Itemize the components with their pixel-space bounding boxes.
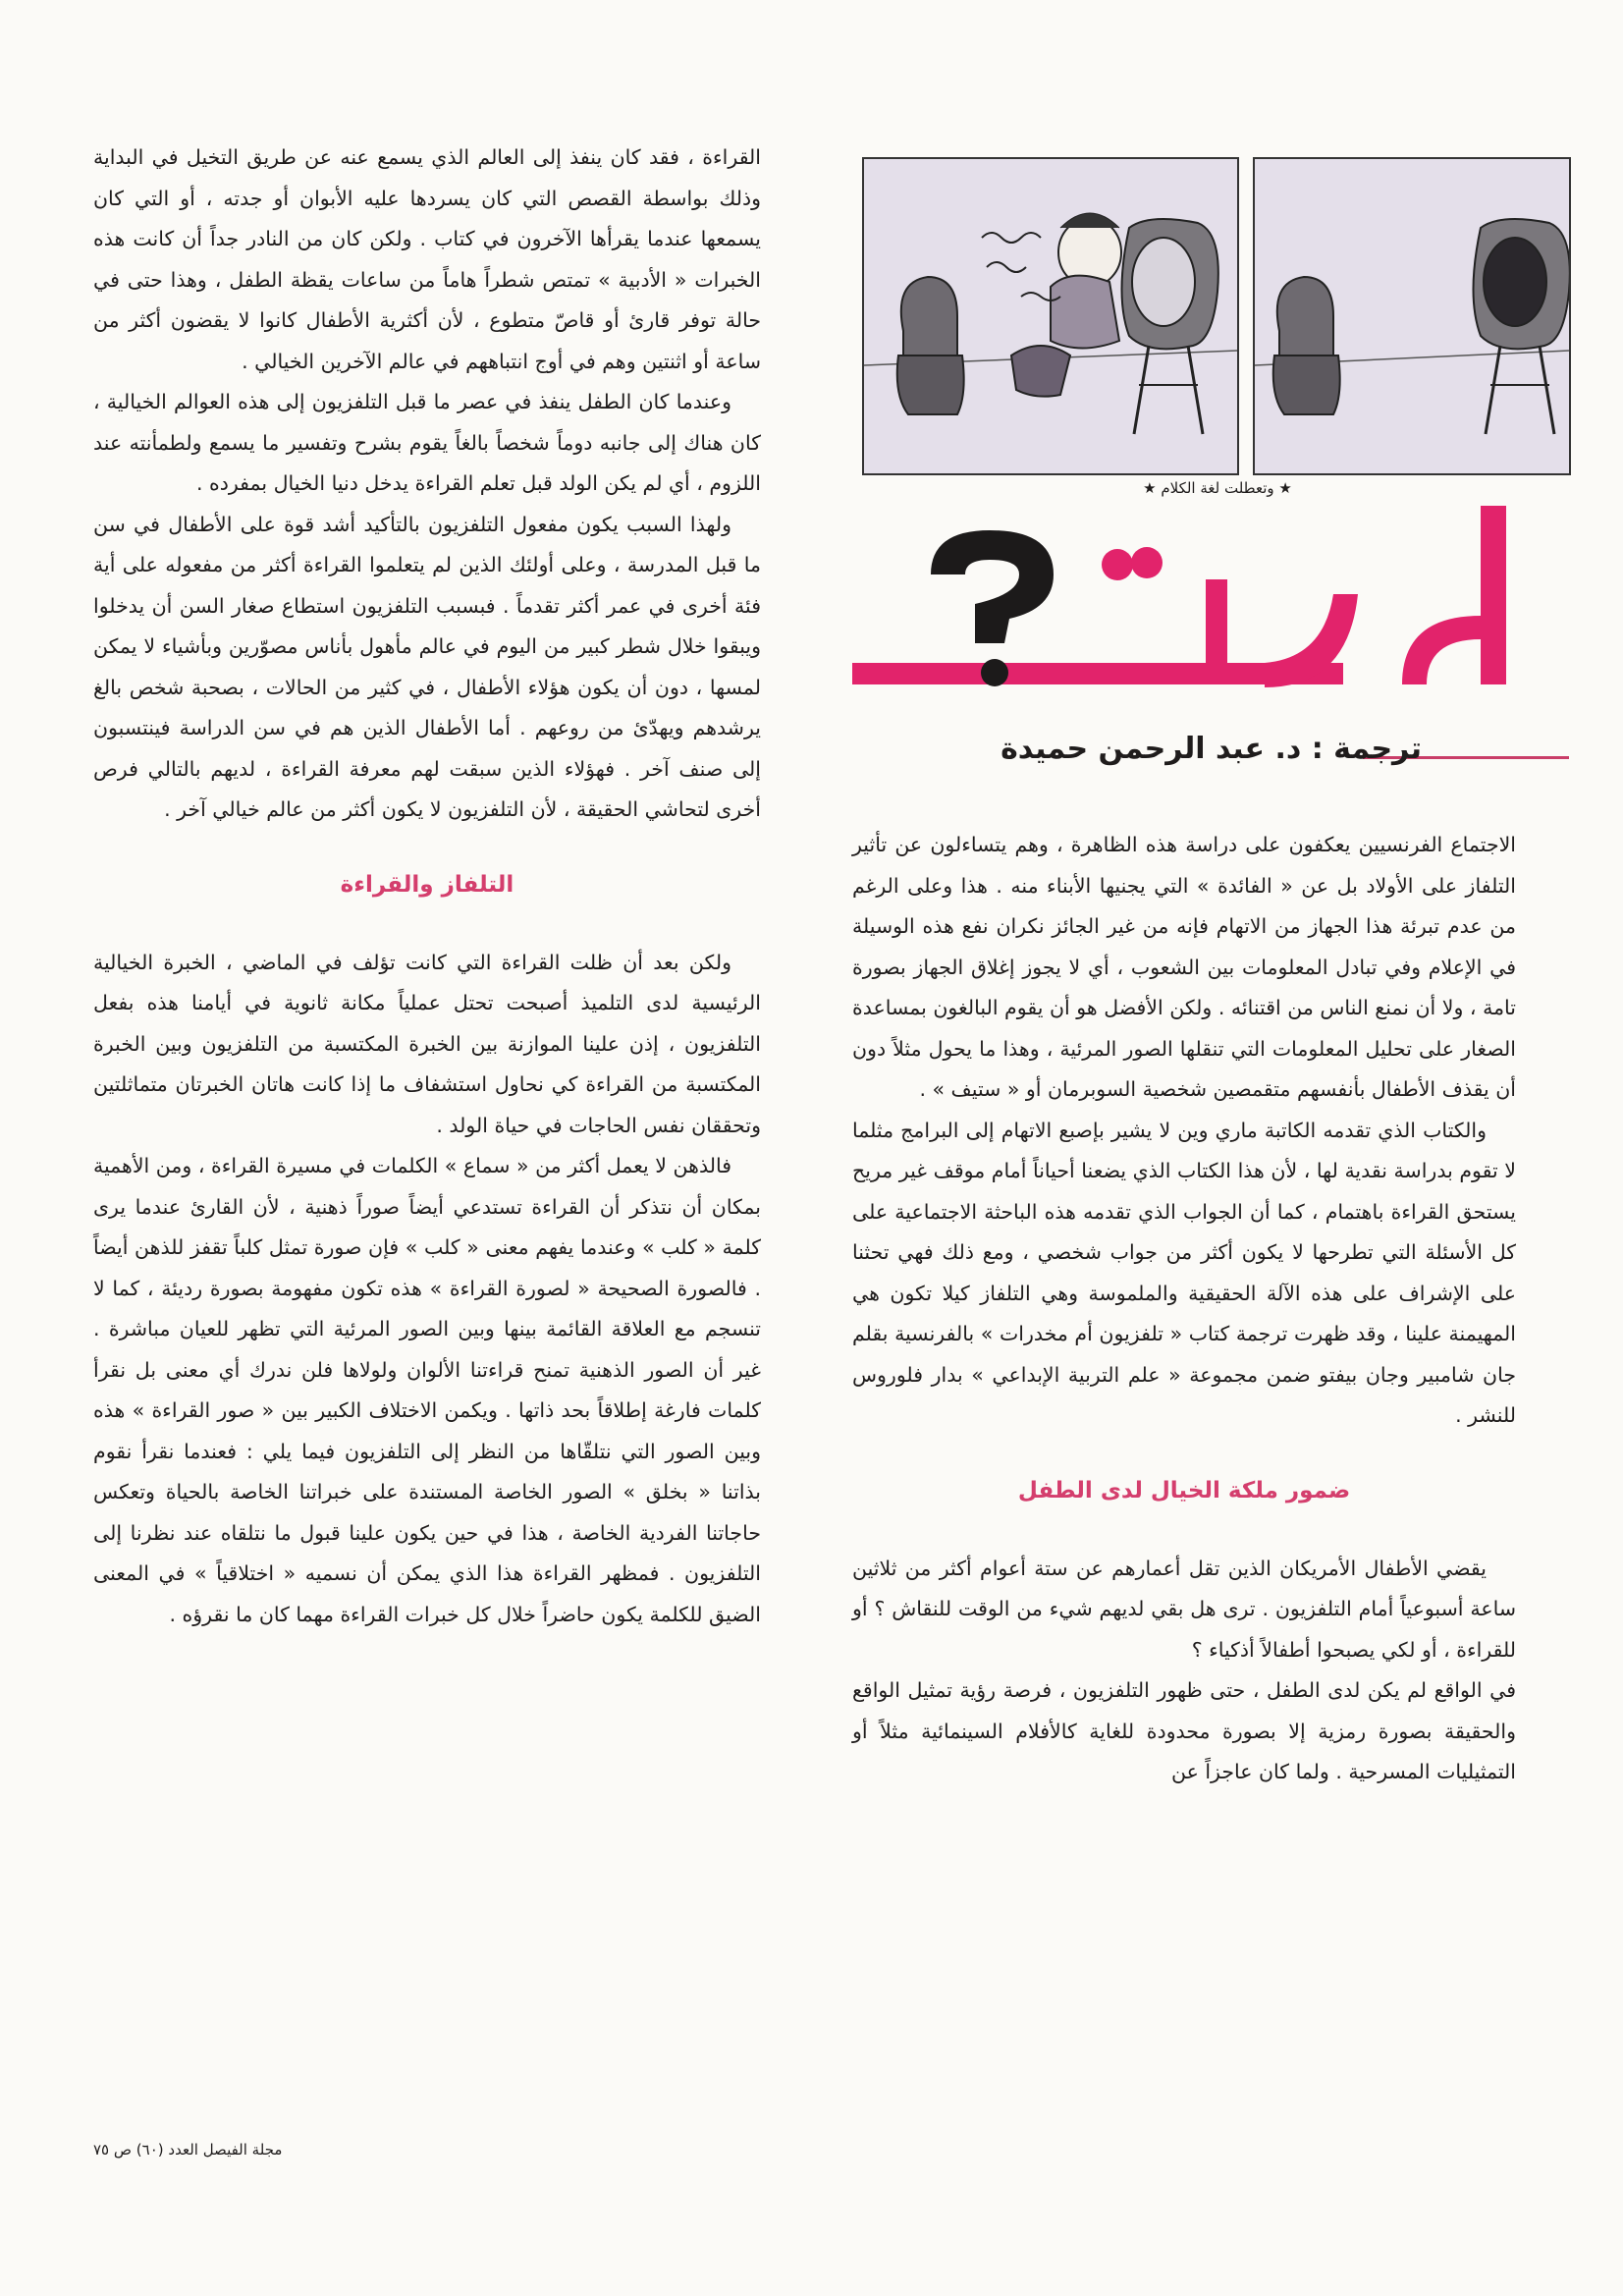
section-title-imagination: ضمور ملكة الخيال لدى الطفل (1017, 1477, 1351, 1503)
comic-panel-1 (862, 157, 1239, 475)
right-paragraph-4: في الواقع لم يكن لدى الطفل ، حتى ظهور التلفزيون ، فرصة رؤية تمثيل الواقع والحقيقة بصورة رمزية إلا بصورة محدودة للغاية كالأفلام السينمائية مثلاً أو التمثيليات المسرحية . ولما كان عاجزاً عن (852, 1678, 1516, 1783)
page-footer: مجلة الفيصل العدد (٦٠) ص ٧٥ (93, 2141, 283, 2159)
right-paragraph-3: يقضي الأطفال الأمريكان الذين تقل أعمارهم عن ستة أعوام أكثر من ثلاثين ساعة أسبوعياً أمام التلفزيون . ترى هل بقي لديهم شيء من الوقت للنقاش ؟ أو للقراءة ، أو لكي يصبحوا أطفالاً أذكياء ؟ (852, 1556, 1516, 1662)
right-column (852, 825, 1516, 1793)
section-title-tv-reading: التلفاز والقراءة (340, 871, 514, 898)
translator-line (852, 732, 1569, 781)
left-paragraph-4: ولكن بعد أن ظلت القراءة التي كانت تؤلف في الماضي ، الخبرة الخيالية الرئيسية لدى التلميذ أصبحت تحتل عملياً مكانة ثانوية في أيامنا هذه بفعل التلفزيون ، إذن علينا الموازنة بين الخبرة المكتسبة من التلفزيون وبين الخبرة المكتسبة من القراءة كي نحاول استشفاف ما إذا كانت هاتان الخبرتان متماثلتين وتحققان نفس الحاجات في حياة الولد . (93, 950, 761, 1137)
right-paragraph-1: الاجتماع الفرنسيين يعكفون على دراسة هذه الظاهرة ، وهم يتساءلون عن تأثير التلفاز على الأولاد بل عن « الفائدة » التي يجنيها الأبناء منه . هذا وعلى الرغم من عدم تبرئة هذا الجهاز من الاتهام فإنه من غير الجائز نكران نفع هذه الوسيلة في الإعلام وفي تبادل المعلومات بين الشعوب ، أي لا يجوز إغلاق الجهاز بصورة تامة ، ولا أن نمنع الناس من اقتنائه . ولكن الأفضل هو أن يقوم البالغون بمساعدة الصغار على تحليل المعلومات التي تنقلها الصور المرئية ، وهذا ما يحول مثلاً دون أن يقذف الأطفال بأنفسهم متقمصين شخصية السوبرمان أو « ستيف » . (852, 833, 1516, 1101)
comic-panel-2-drawing (1255, 159, 1569, 473)
left-paragraph-1: القراءة ، فقد كان ينفذ إلى العالم الذي يسمع عنه عن طريق التخيل في البداية وذلك بواسطة القصص التي كان يسردها عليه الأبوان أو جدته ، أو التي كان يسمعها عندما يقرأها الآخرون في كتاب . ولكن كان من النادر جداً أن كانت هذه الخبرات « الأدبية » تمتص شطراً هاماً من ساعات يقظة الطفل ، وهذا حتى في حالة توفر قارئ أو قاصّ متطوع ، لأن أكثرية الأطفال كانوا لا يقضون أكثر من ساعة أو اثنتين وهم في أوج انتباههم في عالم الآخرين الخيالي . (93, 145, 761, 373)
comic-caption: ★ وتعطلت لغة الكلام ★ (1143, 479, 1292, 497)
left-paragraph-3: ولهذا السبب يكون مفعول التلفزيون بالتأكيد أشد قوة على الأطفال في سن ما قبل المدرسة ، وعلى أولئك الذين لم يتعلموا القراءة أكثر من مفعوله على أية فئة أخرى في عمر أكثر تقدماً . فبسبب التلفزيون استطاع صغار السن أن يدخلوا ويبقوا خلال شطر كبير من اليوم في عالم مأهول بأناس مصوّرين وبأشياء لا يمكن لمسها ، دون أن يكون هؤلاء الأطفال ، في كثير من الحالات ، بصحبة شخص بالغ يرشدهم ويهدّئ من روعهم . أما الأطفال الذين هم في سن الدراسة فينتسبون إلى صنف آخر . فهؤلاء الذين سبقت لهم معرفة القراءة ، لديهم بالتالي فرص أخرى لتحاشي الحقيقة ، لأن التلفزيون لا يكون أكثر من عالم خيالي آخر . (93, 512, 761, 821)
left-column (93, 137, 761, 1635)
right-paragraph-2: والكتاب الذي تقدمه الكاتبة ماري وين لا يشير بإصبع الاتهام إلى البرامج مثلما لا تقوم بدراسة نقدية لها ، لأن هذا الكتاب الذي يضعنا أحياناً أمام موقف غير مريح يستحق القراءة باهتمام ، كما أن الجواب الذي تقدمه هذه الباحثة الاجتماعية على كل الأسئلة التي تطرحها لا يكون أكثر من جواب شخصي ، ومع ذلك فهي تحثنا على الإشراف على هذه الآلة الحقيقية والملموسة وهي التلفاز كيلا تكون هي المهيمنة علينا ، وقد ظهرت ترجمة كتاب « تلفزيون أم مخدرات » بالفرنسية بقلم جان شامبير وجان بيفتو ضمن مجموعة « علم التربية الإبداعي » بدار فلوروس للنشر . (852, 1118, 1516, 1427)
translator-name: ترجمة : د. عبد الرحمن حميدة (1001, 732, 1422, 766)
left-paragraph-5: فالذهن لا يعمل أكثر من « سماع » الكلمات في مسيرة القراءة ، ومن الأهمية بمكان أن نتذكر أن القراءة تستدعي أيضاً صوراً ذهنية ، لأن القارئ عندما يرى كلمة « كلب » وعندما يفهم معنى « كلب » فإن صورة تمثل كلباً تقفز للذهن أيضاً . فالصورة الصحيحة « لصورة القراءة » هذه تكون مفهومة بصورة رديئة ، كما لا تنسجم مع العلاقة القائمة بينها وبين الصور المرئية التي تظهر للعيان مباشرة . غير أن الصور الذهنية تمنح قراءتنا الألوان ولولاها فلن ندرك أي معنى بل نقرأ كلمات فارغة إطلاقاً بحد ذاتها . ويكمن الاختلاف الكبير بين « صور القراءة » هذه وبين الصور التي نتلقّاها من النظر إلى التلفزيون فيما يلي : فعندما نقرأ نقوم بذاتنا « بخلق » الصور الخاصة المستندة على خبراتنا الخاصة بالحياة وتعكس حاجاتنا الفردية الخاصة ، هذا في حين يكون علينا قبول ما نتلقاه عند نظرنا إلى التلفزيون . فمظهر القراءة هذا الذي يمكن أن نسميه « اختلاقياً » في المعنى الضيق للكلمة يكون حاضراً خلال كل خبرات القراءة مهما كان ما نقرؤه . (93, 1154, 761, 1626)
comic-panel-2 (1253, 157, 1571, 475)
article-title-graphic (852, 506, 1569, 692)
comic-panel-1-drawing (864, 159, 1237, 473)
article-title (852, 506, 1569, 692)
left-paragraph-2: وعندما كان الطفل ينفذ في عصر ما قبل التلفزيون إلى هذه العوالم الخيالية ، كان هناك إلى جانبه دوماً شخصاً بالغاً يقوم بشرح وتفسير ما يسمع ولطمأنته عند اللزوم ، أي لم يكن الولد قبل تعلم القراءة يدخل دنيا الخيال بمفرده . (93, 390, 761, 495)
